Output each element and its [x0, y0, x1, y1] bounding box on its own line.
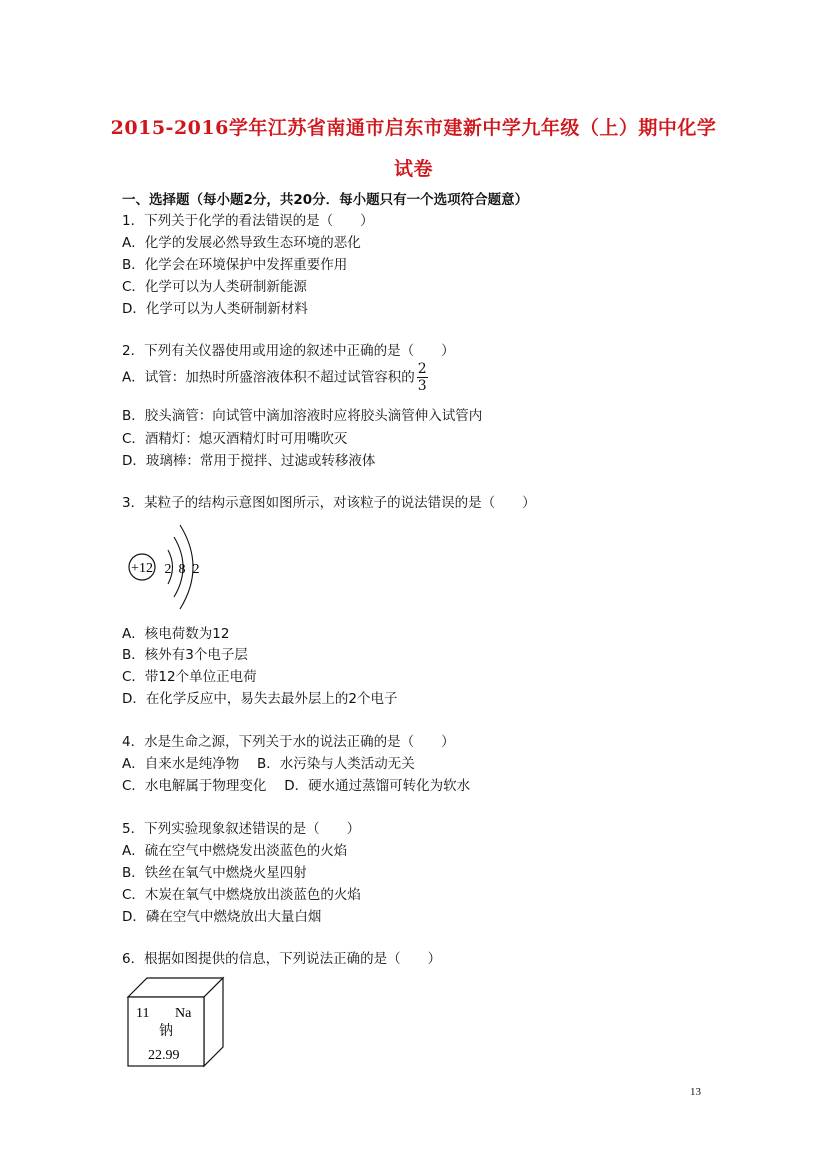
question-2-option-b: B．胶头滴管：向试管中滴加溶液时应将胶头滴管伸入试管内 [122, 408, 483, 424]
question-3-option-b: B．核外有3个电子层 [122, 647, 248, 663]
question-1-option-b: B．化学会在环境保护中发挥重要作用 [122, 257, 348, 273]
periodic-element-box [125, 975, 227, 1069]
question-1-option-d: D．化学可以为人类研制新材料 [122, 301, 308, 317]
question-2-option-d: D．玻璃棒：常用于搅拌、过滤或转移液体 [122, 453, 376, 469]
question-5-option-c: C．木炭在氧气中燃烧放出淡蓝色的火焰 [122, 887, 361, 903]
element-name: 钠 [159, 1023, 173, 1039]
question-5-stem: 5．下列实验现象叙述错误的是（ ） [122, 821, 361, 837]
question-5-option-d: D．磷在空气中燃烧放出大量白烟 [122, 909, 322, 925]
question-6-stem: 6．根据如图提供的信息，下列说法正确的是（ ） [122, 951, 442, 967]
element-atomic-mass: 22.99 [148, 1048, 180, 1063]
question-2-stem: 2．下列有关仪器使用或用途的叙述中正确的是（ ） [122, 343, 455, 359]
fraction-denominator: 3 [417, 378, 427, 394]
question-5-option-b: B．铁丝在氧气中燃烧火星四射 [122, 865, 307, 881]
question-3-option-d: D．在化学反应中，易失去最外层上的2个电子 [122, 691, 398, 707]
shell-2-electrons: 8 [178, 562, 186, 577]
title-line-1: 2015-2016学年江苏省南通市启东市建新中学九年级（上）期中化学 [110, 117, 717, 139]
nucleus-charge: +12 [131, 561, 153, 576]
atomic-structure-diagram [122, 520, 222, 620]
section-heading: 一、选择题（每小题2分，共20分．每小题只有一个选项符合题意） [122, 192, 529, 208]
fraction-two-thirds [417, 362, 428, 393]
page-number: 13 [690, 1086, 701, 1098]
question-3-option-c: C．带12个单位正电荷 [122, 669, 257, 685]
question-4-options-cd: C．水电解属于物理变化 D．硬水通过蒸馏可转化为软水 [122, 778, 471, 794]
fraction-numerator: 2 [417, 361, 427, 377]
question-2-option-a-text: A．试管：加热时所盛溶液体积不超过试管容积的 [122, 369, 415, 386]
question-2-option-a [122, 362, 428, 393]
title-line-2: 试卷 [393, 158, 433, 180]
question-1-option-c: C．化学可以为人类研制新能源 [122, 279, 307, 295]
question-5-option-a: A．硫在空气中燃烧发出淡蓝色的火焰 [122, 843, 348, 859]
question-2-option-c: C．酒精灯：熄灭酒精灯时可用嘴吹灭 [122, 431, 348, 447]
question-1-option-a: A．化学的发展必然导致生态环境的恶化 [122, 235, 361, 251]
element-symbol: Na [175, 1006, 192, 1021]
shell-3-electrons: 2 [192, 562, 200, 577]
question-3-stem: 3．某粒子的结构示意图如图所示，对该粒子的说法错误的是（ ） [122, 495, 536, 511]
question-4-stem: 4．水是生命之源，下列关于水的说法正确的是（ ） [122, 734, 455, 750]
question-1-stem: 1．下列关于化学的看法错误的是（ ） [122, 213, 374, 229]
element-atomic-number: 11 [136, 1006, 150, 1021]
question-4-options-ab: A．自来水是纯净物 B．水污染与人类活动无关 [122, 756, 415, 772]
question-3-option-a: A．核电荷数为12 [122, 626, 230, 642]
shell-1-electrons: 2 [164, 562, 172, 577]
